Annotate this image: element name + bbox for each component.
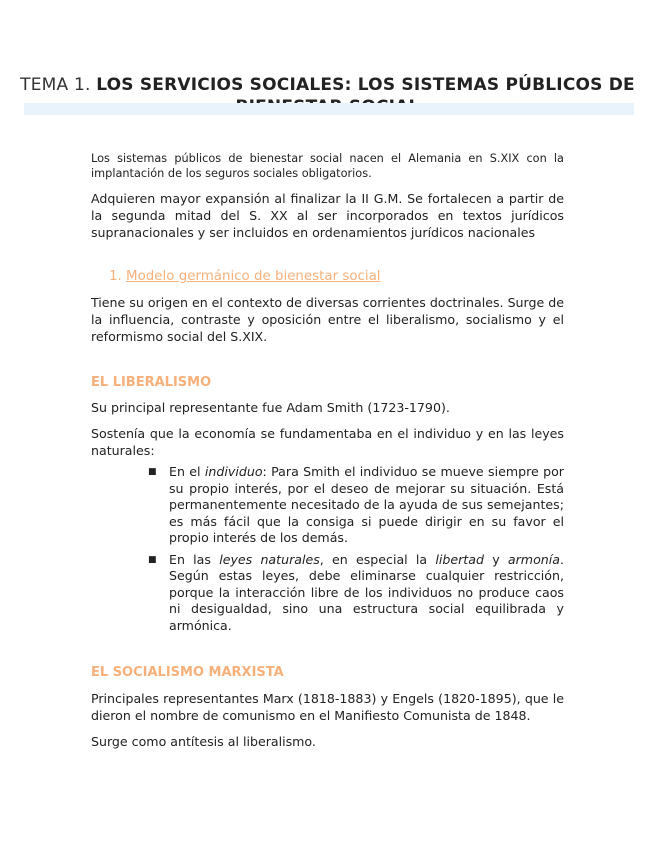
- title-highlight-band: [24, 103, 634, 115]
- liberalismo-bullet-list: [91, 464, 564, 634]
- bullet-square-icon: ■: [148, 554, 157, 565]
- liberalismo-paragraph-1: Su principal representante fue Adam Smith (1723-1790).: [91, 400, 450, 415]
- socialismo-paragraph-2: Surge como antítesis al liberalismo.: [91, 734, 316, 749]
- intro-paragraph-2: Adquieren mayor expansión al finalizar la II G.M. Se fortalecen a partir de la segunda mitad del S. XX al ser incorporados en textos jurídicos supranacionales y ser incluidos en ordenamientos jurídicos nacionales: [91, 191, 564, 240]
- title-main: LOS SERVICIOS SOCIALES: LOS SISTEMAS PÚBLICOS DE: [96, 75, 635, 95]
- term-libertad: libertad: [435, 551, 484, 567]
- socialismo-heading: EL SOCIALISMO MARXISTA: [91, 665, 284, 680]
- liberalismo-heading: EL LIBERALISMO: [91, 375, 212, 390]
- intro-paragraph-1: Los sistemas públicos de bienestar social nacen el Alemania en S.XIX con la implantación de los seguros sociales obligatorios.: [91, 152, 564, 180]
- bullet-individuo: ■ En el individuo: Para Smith el individuo se mueve siempre por su propio interés, por el deseo de mejorar su situación. Está permanentemente necesitado de la ayuda de sus semejantes; es más fácil que la consiga si puede dirigir en su favor el propio interés de los demás.: [148, 464, 564, 545]
- term-armonia: armonía: [507, 551, 560, 567]
- section-1-number: 1.: [109, 269, 122, 284]
- bullet-leyes-naturales: ■ En las leyes naturales, en especial la libertad y armonía. Según estas leyes, debe eliminarse cualquier restricción, porque la interacción libre de los individuos no produce caos ni desigualdad, sino una estructura social equilibrada y armónica.: [148, 551, 564, 633]
- document-body: [91, 151, 564, 750]
- title-prefix: TEMA 1.: [20, 75, 91, 95]
- section-1-heading-link[interactable]: Modelo germánico de bienestar social: [126, 269, 381, 284]
- bullet-square-icon: ■: [148, 467, 157, 477]
- term-individuo: individuo: [204, 464, 263, 479]
- socialismo-paragraph-1: Principales representantes Marx (1818-1883) y Engels (1820-1895), que le dieron el nombre de comunismo en el Manifiesto Comunista de 1848.: [91, 691, 564, 723]
- liberalismo-paragraph-2: Sostenía que la economía se fundamentaba en el individuo y en las leyes naturales:: [91, 426, 564, 458]
- section-1-paragraph: Tiene su origen en el contexto de diversas corrientes doctrinales. Surge de la influencia, contraste y oposición entre el liberalismo, socialismo y el reformismo social del S.XIX.: [91, 295, 564, 344]
- section-1-heading: [109, 268, 564, 286]
- term-leyes-naturales: leyes naturales: [219, 551, 320, 567]
